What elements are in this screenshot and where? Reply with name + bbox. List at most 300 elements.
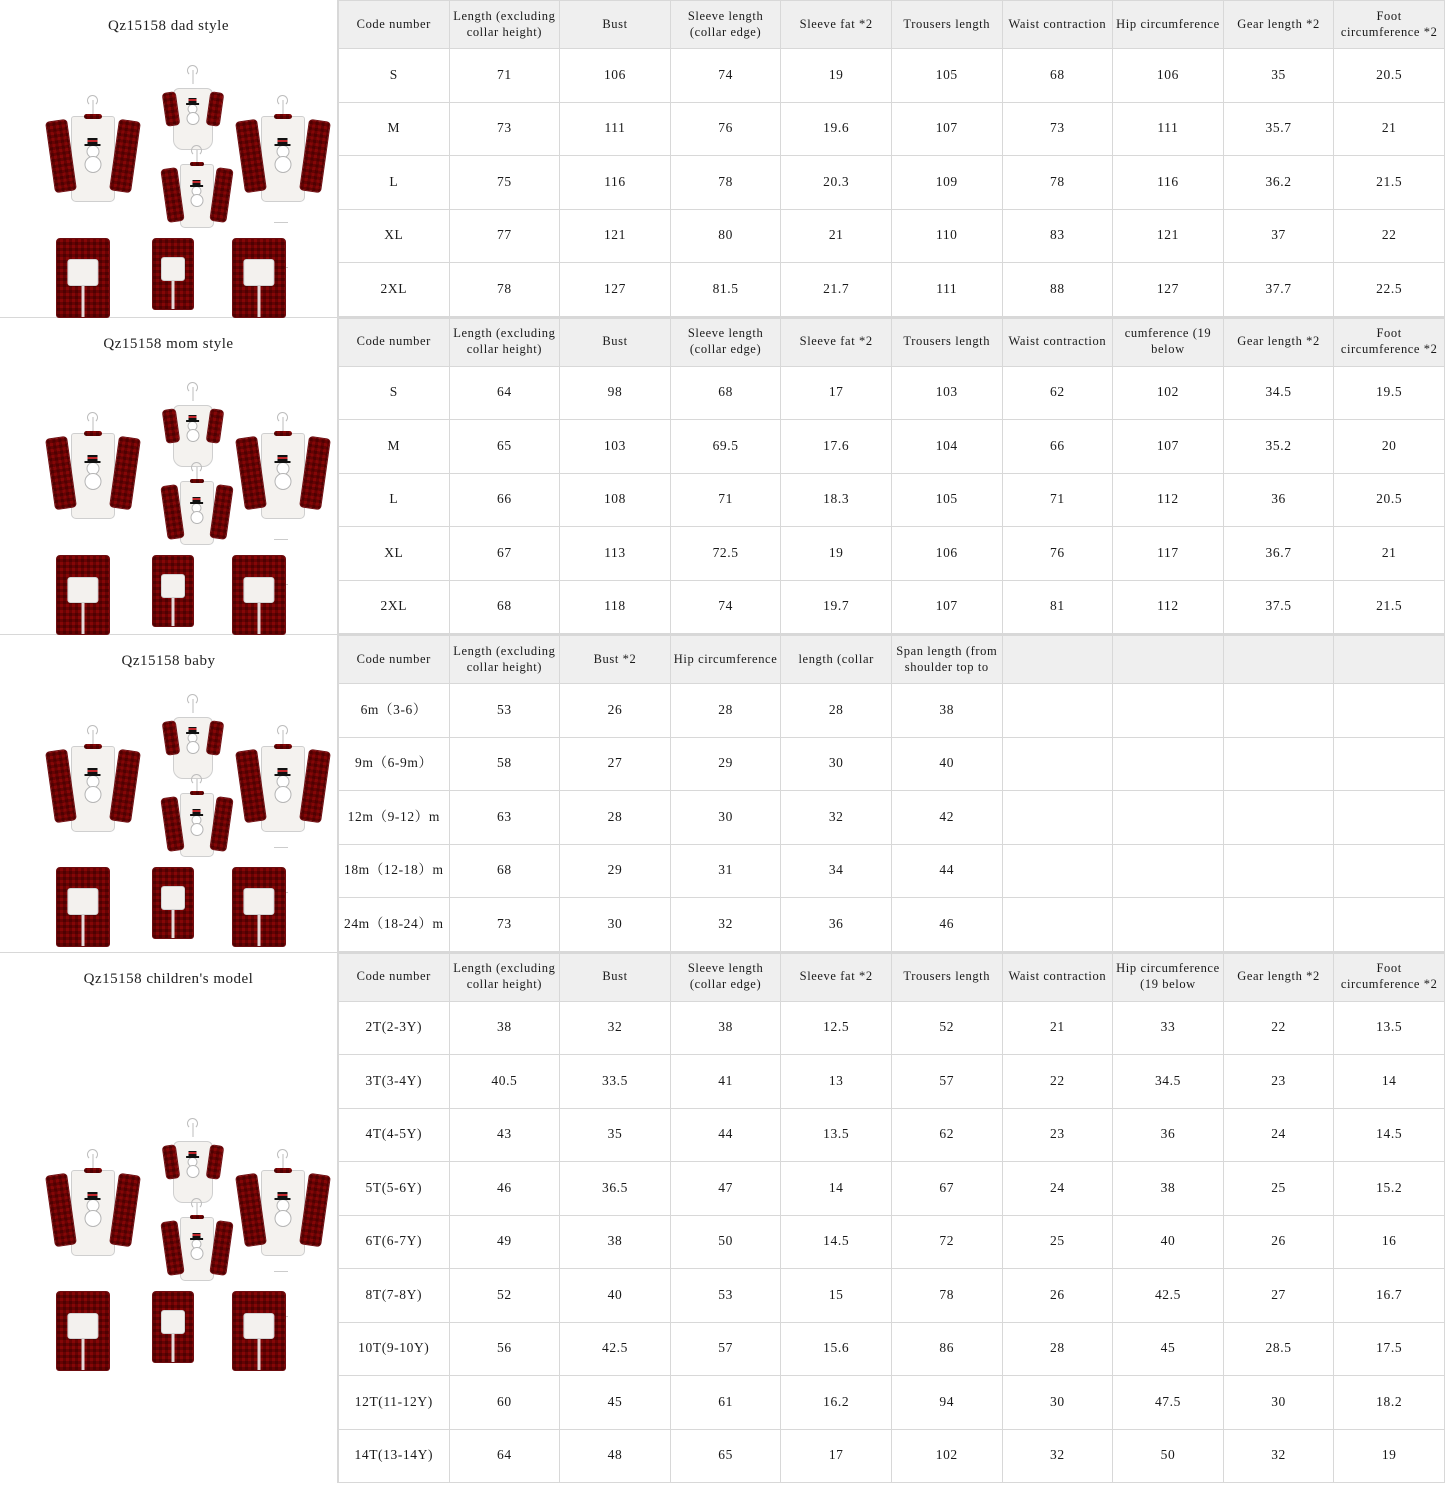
size-table-mom	[338, 318, 1445, 635]
cell: 31	[670, 844, 781, 898]
cell: 127	[1113, 263, 1224, 317]
cell: 71	[449, 49, 560, 103]
cell: 29	[560, 844, 671, 898]
cell: 33.5	[560, 1055, 671, 1109]
cell: 81.5	[670, 263, 781, 317]
cell: 37.5	[1223, 580, 1334, 634]
cell: 56	[449, 1322, 560, 1376]
cell: 34.5	[1223, 366, 1334, 420]
cell-code: 12m（9-12）m	[339, 791, 450, 845]
col-header: Length (excluding collar height)	[449, 636, 560, 684]
product-image-dad	[0, 43, 337, 317]
cell: 71	[670, 473, 781, 527]
table-row	[339, 791, 1445, 845]
cell: 40	[1113, 1215, 1224, 1269]
cell: 50	[1113, 1429, 1224, 1483]
cell-empty	[1002, 844, 1113, 898]
cell: 52	[891, 1001, 1002, 1055]
product-label-mom	[0, 318, 338, 635]
cell: 83	[1002, 209, 1113, 263]
cell: 107	[891, 102, 1002, 156]
cell: 38	[560, 1215, 671, 1269]
cell: 34	[781, 844, 892, 898]
cell: 81	[1002, 580, 1113, 634]
table-row	[339, 1055, 1445, 1109]
cell: 68	[449, 844, 560, 898]
cell: 77	[449, 209, 560, 263]
table-row	[339, 102, 1445, 156]
table-row	[339, 420, 1445, 474]
table-row	[339, 737, 1445, 791]
cell: 30	[1002, 1376, 1113, 1430]
col-header: Gear length *2	[1223, 1, 1334, 49]
cell-empty	[1223, 684, 1334, 738]
col-header: Sleeve fat *2	[781, 318, 892, 366]
cell: 30	[1223, 1376, 1334, 1430]
cell: 27	[560, 737, 671, 791]
cell-empty	[1002, 684, 1113, 738]
cell: 24	[1223, 1108, 1334, 1162]
cell: 104	[891, 420, 1002, 474]
cell: 105	[891, 49, 1002, 103]
cell: 53	[670, 1269, 781, 1323]
col-header: Bust	[560, 1, 671, 49]
cell: 32	[560, 1001, 671, 1055]
cell: 116	[1113, 156, 1224, 210]
cell: 111	[891, 263, 1002, 317]
cell: 113	[560, 527, 671, 581]
cell: 107	[891, 580, 1002, 634]
cell-code: 3T(3-4Y)	[339, 1055, 450, 1109]
cell: 28	[560, 791, 671, 845]
pajama-illustration	[44, 697, 294, 927]
cell-empty	[1113, 791, 1224, 845]
cell: 37	[1223, 209, 1334, 263]
cell-code: S	[339, 49, 450, 103]
col-header: Sleeve length (collar edge)	[670, 1, 781, 49]
cell: 118	[560, 580, 671, 634]
cell: 47.5	[1113, 1376, 1224, 1430]
cell-empty	[1223, 737, 1334, 791]
cell: 74	[670, 580, 781, 634]
cell: 46	[449, 1162, 560, 1216]
col-header: Waist contraction	[1002, 953, 1113, 1001]
size-block-dad	[0, 0, 1445, 318]
col-header: Code number	[339, 636, 450, 684]
cell-code: 18m（12-18）m	[339, 844, 450, 898]
cell-code: XL	[339, 209, 450, 263]
cell-code: 9m（6-9m）	[339, 737, 450, 791]
cell: 12.5	[781, 1001, 892, 1055]
cell: 38	[670, 1001, 781, 1055]
cell-empty	[1334, 737, 1445, 791]
size-table-children	[338, 953, 1445, 1484]
cell: 86	[891, 1322, 1002, 1376]
table-row	[339, 1376, 1445, 1430]
cell-empty	[1223, 844, 1334, 898]
cell: 46	[891, 898, 1002, 952]
table-row	[339, 527, 1445, 581]
product-image-mom	[0, 361, 337, 635]
cell-empty	[1002, 737, 1113, 791]
cell: 20.5	[1334, 473, 1445, 527]
cell: 45	[560, 1376, 671, 1430]
size-table-dad	[338, 0, 1445, 317]
cell: 28	[670, 684, 781, 738]
cell-code: 12T(11-12Y)	[339, 1376, 450, 1430]
cell: 50	[670, 1215, 781, 1269]
cell: 94	[891, 1376, 1002, 1430]
cell: 13.5	[1334, 1001, 1445, 1055]
cell: 38	[449, 1001, 560, 1055]
cell-empty	[1002, 898, 1113, 952]
cell: 21	[1002, 1001, 1113, 1055]
cell: 21.5	[1334, 156, 1445, 210]
cell: 78	[449, 263, 560, 317]
cell: 74	[670, 49, 781, 103]
cell: 40	[891, 737, 1002, 791]
cell: 19.5	[1334, 366, 1445, 420]
product-image-children	[0, 996, 337, 1484]
size-block-baby	[0, 635, 1445, 953]
cell: 49	[449, 1215, 560, 1269]
size-table-baby	[338, 635, 1445, 952]
cell: 107	[1113, 420, 1224, 474]
cell: 15	[781, 1269, 892, 1323]
cell: 117	[1113, 527, 1224, 581]
cell: 26	[1002, 1269, 1113, 1323]
cell: 73	[449, 102, 560, 156]
cell: 38	[1113, 1162, 1224, 1216]
cell: 40.5	[449, 1055, 560, 1109]
cell: 72.5	[670, 527, 781, 581]
cell: 64	[449, 1429, 560, 1483]
cell: 34.5	[1113, 1055, 1224, 1109]
cell-empty	[1334, 844, 1445, 898]
product-title-baby: Qz15158 baby	[121, 653, 216, 669]
cell: 32	[781, 791, 892, 845]
cell: 103	[560, 420, 671, 474]
cell: 68	[1002, 49, 1113, 103]
cell: 67	[891, 1162, 1002, 1216]
cell: 37.7	[1223, 263, 1334, 317]
cell: 68	[670, 366, 781, 420]
table-row	[339, 366, 1445, 420]
cell: 18.2	[1334, 1376, 1445, 1430]
col-header-empty	[1223, 636, 1334, 684]
cell-code: 6m（3-6）	[339, 684, 450, 738]
cell: 22	[1223, 1001, 1334, 1055]
table-row	[339, 1001, 1445, 1055]
col-header: Foot circumference *2	[1334, 953, 1445, 1001]
cell: 30	[781, 737, 892, 791]
cell: 36	[1113, 1108, 1224, 1162]
cell-empty	[1113, 684, 1224, 738]
cell-code: 24m（18-24）m	[339, 898, 450, 952]
cell: 121	[560, 209, 671, 263]
col-header: Trousers length	[891, 953, 1002, 1001]
cell: 111	[1113, 102, 1224, 156]
cell: 64	[449, 366, 560, 420]
cell: 17	[781, 366, 892, 420]
cell: 43	[449, 1108, 560, 1162]
product-title-mom: Qz15158 mom style	[103, 335, 234, 352]
table-header-row	[339, 636, 1445, 684]
cell: 61	[670, 1376, 781, 1430]
cell: 15.6	[781, 1322, 892, 1376]
table-row	[339, 1162, 1445, 1216]
cell: 105	[891, 473, 1002, 527]
cell: 15.2	[1334, 1162, 1445, 1216]
col-header: Code number	[339, 953, 450, 1001]
table-row	[339, 898, 1445, 952]
cell: 14.5	[781, 1215, 892, 1269]
cell-empty	[1223, 898, 1334, 952]
cell-code: 8T(7-8Y)	[339, 1269, 450, 1323]
col-header: Hip circumference (19 below	[1113, 953, 1224, 1001]
col-header-empty	[1334, 636, 1445, 684]
product-label-baby	[0, 635, 338, 952]
cell: 67	[449, 527, 560, 581]
cell-empty	[1334, 791, 1445, 845]
cell: 72	[891, 1215, 1002, 1269]
col-header: Bust	[560, 318, 671, 366]
cell-code: L	[339, 156, 450, 210]
cell: 20.5	[1334, 49, 1445, 103]
col-header: Waist contraction	[1002, 318, 1113, 366]
cell-empty	[1334, 898, 1445, 952]
cell: 76	[670, 102, 781, 156]
cell: 20.3	[781, 156, 892, 210]
cell: 25	[1223, 1162, 1334, 1216]
cell: 48	[560, 1429, 671, 1483]
product-title-dad: Qz15158 dad style	[108, 18, 229, 34]
table-row	[339, 684, 1445, 738]
cell: 65	[449, 420, 560, 474]
cell: 22	[1002, 1055, 1113, 1109]
cell: 19.7	[781, 580, 892, 634]
cell: 38	[891, 684, 1002, 738]
col-header: Sleeve length (collar edge)	[670, 318, 781, 366]
cell: 14	[1334, 1055, 1445, 1109]
cell-code: 6T(6-7Y)	[339, 1215, 450, 1269]
cell-code: 14T(13-14Y)	[339, 1429, 450, 1483]
table-row	[339, 156, 1445, 210]
cell: 29	[670, 737, 781, 791]
col-header: Length (excluding collar height)	[449, 1, 560, 49]
cell: 26	[1223, 1215, 1334, 1269]
cell: 22.5	[1334, 263, 1445, 317]
cell-code: 2XL	[339, 263, 450, 317]
col-header: Hip circumference	[670, 636, 781, 684]
cell: 32	[1002, 1429, 1113, 1483]
cell-empty	[1113, 844, 1224, 898]
col-header: Code number	[339, 318, 450, 366]
cell: 30	[670, 791, 781, 845]
cell: 45	[1113, 1322, 1224, 1376]
cell: 102	[1113, 366, 1224, 420]
cell: 17.5	[1334, 1322, 1445, 1376]
pajama-illustration	[44, 1121, 294, 1351]
col-header: Trousers length	[891, 318, 1002, 366]
cell: 71	[1002, 473, 1113, 527]
cell: 40	[560, 1269, 671, 1323]
cell: 42.5	[1113, 1269, 1224, 1323]
col-header: Foot circumference *2	[1334, 1, 1445, 49]
col-header: Gear length *2	[1223, 953, 1334, 1001]
table-row	[339, 1108, 1445, 1162]
cell: 35.2	[1223, 420, 1334, 474]
cell: 21	[1334, 102, 1445, 156]
col-header: length (collar	[781, 636, 892, 684]
pajama-illustration	[44, 379, 294, 609]
product-label-dad	[0, 0, 338, 317]
cell: 16.2	[781, 1376, 892, 1430]
cell: 88	[1002, 263, 1113, 317]
product-image-baby	[0, 678, 337, 952]
table-row	[339, 473, 1445, 527]
table-row	[339, 1429, 1445, 1483]
cell: 66	[449, 473, 560, 527]
cell: 28	[781, 684, 892, 738]
cell: 32	[670, 898, 781, 952]
cell: 112	[1113, 473, 1224, 527]
cell: 60	[449, 1376, 560, 1430]
cell: 108	[560, 473, 671, 527]
cell: 110	[891, 209, 1002, 263]
size-block-children	[0, 953, 1445, 1484]
cell: 35	[560, 1108, 671, 1162]
col-header: Gear length *2	[1223, 318, 1334, 366]
col-header: Sleeve length (collar edge)	[670, 953, 781, 1001]
cell: 36.5	[560, 1162, 671, 1216]
product-label-children	[0, 953, 338, 1484]
cell: 19	[1334, 1429, 1445, 1483]
cell: 36	[781, 898, 892, 952]
cell: 62	[1002, 366, 1113, 420]
cell: 13.5	[781, 1108, 892, 1162]
col-header: Waist contraction	[1002, 1, 1113, 49]
col-header-empty	[1113, 636, 1224, 684]
cell: 52	[449, 1269, 560, 1323]
cell: 16.7	[1334, 1269, 1445, 1323]
cell: 106	[1113, 49, 1224, 103]
cell: 111	[560, 102, 671, 156]
cell: 35.7	[1223, 102, 1334, 156]
col-header: Sleeve fat *2	[781, 1, 892, 49]
cell: 14	[781, 1162, 892, 1216]
col-header: Foot circumference *2	[1334, 318, 1445, 366]
cell: 112	[1113, 580, 1224, 634]
cell: 28	[1002, 1322, 1113, 1376]
cell: 22	[1334, 209, 1445, 263]
cell: 106	[560, 49, 671, 103]
cell: 102	[891, 1429, 1002, 1483]
cell-code: M	[339, 420, 450, 474]
cell-empty	[1113, 737, 1224, 791]
cell: 106	[891, 527, 1002, 581]
col-header: Bust	[560, 953, 671, 1001]
col-header: Length (excluding collar height)	[449, 318, 560, 366]
cell: 44	[670, 1108, 781, 1162]
cell: 42	[891, 791, 1002, 845]
col-header: Sleeve fat *2	[781, 953, 892, 1001]
cell: 73	[1002, 102, 1113, 156]
table-header-row	[339, 1, 1445, 49]
cell: 21	[1334, 527, 1445, 581]
cell-code: 2XL	[339, 580, 450, 634]
cell: 66	[1002, 420, 1113, 474]
cell: 78	[670, 156, 781, 210]
cell: 26	[560, 684, 671, 738]
cell: 19	[781, 527, 892, 581]
cell: 32	[1223, 1429, 1334, 1483]
cell: 68	[449, 580, 560, 634]
cell-empty	[1334, 684, 1445, 738]
cell: 121	[1113, 209, 1224, 263]
table-row	[339, 263, 1445, 317]
col-header: Hip circumference	[1113, 1, 1224, 49]
cell: 98	[560, 366, 671, 420]
cell: 18.3	[781, 473, 892, 527]
table-row	[339, 1215, 1445, 1269]
cell: 41	[670, 1055, 781, 1109]
cell-code: M	[339, 102, 450, 156]
cell-code: S	[339, 366, 450, 420]
cell: 23	[1223, 1055, 1334, 1109]
cell: 24	[1002, 1162, 1113, 1216]
cell: 76	[1002, 527, 1113, 581]
cell: 17	[781, 1429, 892, 1483]
table-header-row	[339, 953, 1445, 1001]
cell: 21	[781, 209, 892, 263]
product-title-children: Qz15158 children's model	[83, 970, 254, 987]
cell-code: L	[339, 473, 450, 527]
cell: 53	[449, 684, 560, 738]
cell-code: 10T(9-10Y)	[339, 1322, 450, 1376]
cell: 19.6	[781, 102, 892, 156]
col-header: Trousers length	[891, 1, 1002, 49]
col-header: Bust *2	[560, 636, 671, 684]
cell: 63	[449, 791, 560, 845]
cell: 35	[1223, 49, 1334, 103]
cell: 16	[1334, 1215, 1445, 1269]
table-header-row	[339, 318, 1445, 366]
cell: 109	[891, 156, 1002, 210]
cell: 78	[1002, 156, 1113, 210]
col-header: Span length (from shoulder top to	[891, 636, 1002, 684]
cell: 17.6	[781, 420, 892, 474]
size-block-mom	[0, 318, 1445, 636]
cell-code: 5T(5-6Y)	[339, 1162, 450, 1216]
table-row	[339, 844, 1445, 898]
cell: 103	[891, 366, 1002, 420]
cell: 73	[449, 898, 560, 952]
cell-empty	[1223, 791, 1334, 845]
cell: 21.5	[1334, 580, 1445, 634]
cell: 65	[670, 1429, 781, 1483]
cell: 69.5	[670, 420, 781, 474]
cell: 28.5	[1223, 1322, 1334, 1376]
cell: 30	[560, 898, 671, 952]
cell: 25	[1002, 1215, 1113, 1269]
cell: 13	[781, 1055, 892, 1109]
cell: 27	[1223, 1269, 1334, 1323]
cell: 33	[1113, 1001, 1224, 1055]
cell: 42.5	[560, 1322, 671, 1376]
cell: 23	[1002, 1108, 1113, 1162]
cell-empty	[1113, 898, 1224, 952]
